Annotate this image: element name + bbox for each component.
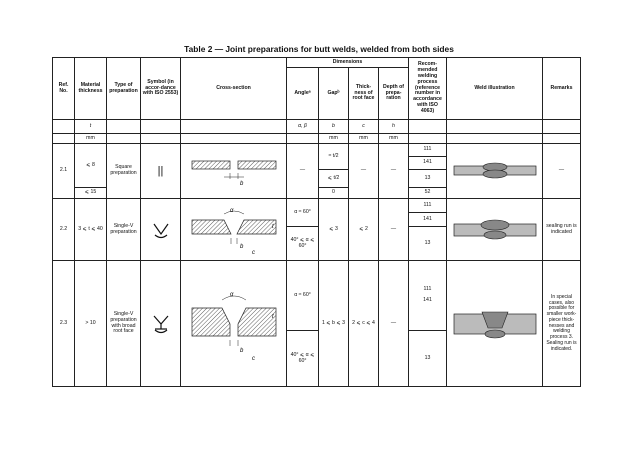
row-2-3-thickness: > 10: [75, 261, 107, 387]
row-2-3-remarks: In special cases, also possible for smaller work-piece thick-nesses and welding process 3. Sealing run is indicated.: [543, 261, 581, 387]
row-2-1-depth: —: [379, 144, 409, 199]
row-2-1-process-1: 111: [409, 144, 447, 157]
row-2-1-gap-c: 0: [319, 188, 349, 199]
row-2-3-label-alpha: α: [229, 291, 233, 298]
row-2-3-label-c: c: [251, 355, 255, 362]
single-v-broad-root-weld-icon: [450, 294, 540, 354]
square-butt-cross-section-icon: [184, 151, 284, 191]
row-2-3-label-b: b: [239, 347, 243, 354]
single-v-broad-root-cross-section-icon: [184, 284, 284, 364]
single-v-symbol-icon: [152, 220, 170, 240]
symbol-root-face: c: [349, 120, 379, 134]
table-title: Table 2 — Joint preparations for butt welds, welded from both sides: [184, 44, 454, 54]
row-2-3-ref: 2.3: [53, 261, 75, 387]
row-2-3-depth: —: [379, 261, 409, 387]
row-2-1-symbol: ||: [141, 144, 181, 199]
row-2-3-type: Single-V preparation with broad root face: [107, 261, 141, 387]
header-process: Recom-mended welding process (reference number in accordance with ISO 4063): [409, 58, 447, 120]
row-2-2-symbol: [141, 199, 181, 261]
row-2-2-label-t: t: [271, 223, 274, 230]
row-2-2-angle-a: α ≈ 60°: [287, 199, 319, 227]
header-root-face: Thick-ness of root face: [349, 68, 379, 120]
row-2-1-weld-illustration: [447, 144, 543, 199]
row-2-1-gap-b: ⩽ t/2: [319, 170, 349, 188]
row-2-2-gap: ⩽ 3: [319, 199, 349, 261]
row-2-3-angle-b: 40° ⩽ α ⩽ 60°: [287, 331, 319, 387]
header-remarks: Remarks: [543, 58, 581, 120]
row-2-1-type: Square preparation: [107, 144, 141, 199]
row-2-3-label-t: t: [271, 313, 274, 320]
single-v-weld-icon: [450, 210, 540, 250]
row-2-1-root-face: —: [349, 144, 379, 199]
header-depth: Depth of prepa-ration: [379, 68, 409, 120]
row-2-3-root-face: 2 ⩽ c ⩽ 4: [349, 261, 379, 387]
row-2-2-cross-section: [181, 199, 287, 261]
row-2-2-angle-b: 40° ⩽ α ⩽ 60°: [287, 227, 319, 261]
row-2-2-ref: 2.2: [53, 199, 75, 261]
row-2-1-remarks: —: [543, 144, 581, 199]
header-cross-section: Cross-section: [181, 58, 287, 120]
symbol-gap: b: [319, 120, 349, 134]
row-2-2-type: Single-V preparation: [107, 199, 141, 261]
row-2-2-remarks: sealing run is indicated: [543, 199, 581, 261]
row-2-1-ref: 2.1: [53, 144, 75, 199]
row-2-2-label-alpha: α: [229, 207, 233, 214]
row-2-2-depth: —: [379, 199, 409, 261]
row-2-1-thickness-a: ⩽ 8: [75, 144, 107, 188]
header-type-of-preparation: Type of preparation: [107, 58, 141, 120]
single-v-broad-root-symbol-icon: [152, 313, 170, 335]
row-2-1-gap-a: ≈ t/2: [319, 144, 349, 170]
row-2-1-process-3: 13: [409, 170, 447, 188]
unit-gap: mm: [319, 134, 349, 144]
row-2-2-process-3: 13: [409, 227, 447, 261]
header-material-thickness: Material thickness: [75, 58, 107, 120]
header-dimensions: Dimensions: [287, 58, 409, 68]
row-2-1-cross-section: [181, 144, 287, 199]
row-2-3-process-3: 13: [409, 331, 447, 387]
header-weld-illustration: Weld illustration: [447, 58, 543, 120]
symbol-thickness: t: [75, 120, 107, 134]
unit-root-face: mm: [349, 134, 379, 144]
row-2-1-label-b: b: [239, 181, 243, 187]
unit-depth: mm: [379, 134, 409, 144]
row-2-2-thickness: 3 ⩽ t ⩽ 40: [75, 199, 107, 261]
header-ref-no: Ref. No.: [53, 58, 75, 120]
row-2-3-process-1: 111: [423, 286, 432, 293]
symbol-angle: α, β: [287, 120, 319, 134]
row-2-1-process-2: 141: [409, 157, 447, 170]
unit-thickness: mm: [75, 134, 107, 144]
row-2-3-process-1-2: [409, 261, 447, 331]
header-angle: Angleᵃ: [287, 68, 319, 120]
row-2-1-thickness-b: ⩽ 15: [75, 188, 107, 199]
row-2-3-symbol: [141, 261, 181, 387]
row-2-2-weld-illustration: [447, 199, 543, 261]
single-v-cross-section-icon: [184, 204, 284, 256]
joint-preparation-table: [52, 57, 581, 387]
row-2-3-gap: 1 ⩽ b ⩽ 3: [319, 261, 349, 387]
row-2-2-root-face: ⩽ 2: [349, 199, 379, 261]
row-2-1-angle: —: [287, 144, 319, 199]
row-2-3-angle-a: α ≈ 60°: [287, 261, 319, 331]
row-2-3-process-2: 141: [423, 297, 432, 303]
row-2-1-process-4: 52: [409, 188, 447, 199]
header-symbol: Symbol (in accor-dance with ISO 2553): [141, 58, 181, 120]
square-butt-weld-icon: [450, 156, 540, 186]
header-gap: Gapᵇ: [319, 68, 349, 120]
row-2-2-label-b: b: [239, 243, 243, 250]
row-2-3-cross-section: [181, 261, 287, 387]
symbol-depth: h: [379, 120, 409, 134]
row-2-2-process-2: 141: [409, 213, 447, 227]
row-2-3-weld-illustration: [447, 261, 543, 387]
row-2-2-process-1: 111: [409, 199, 447, 213]
row-2-2-label-c: c: [251, 249, 255, 256]
